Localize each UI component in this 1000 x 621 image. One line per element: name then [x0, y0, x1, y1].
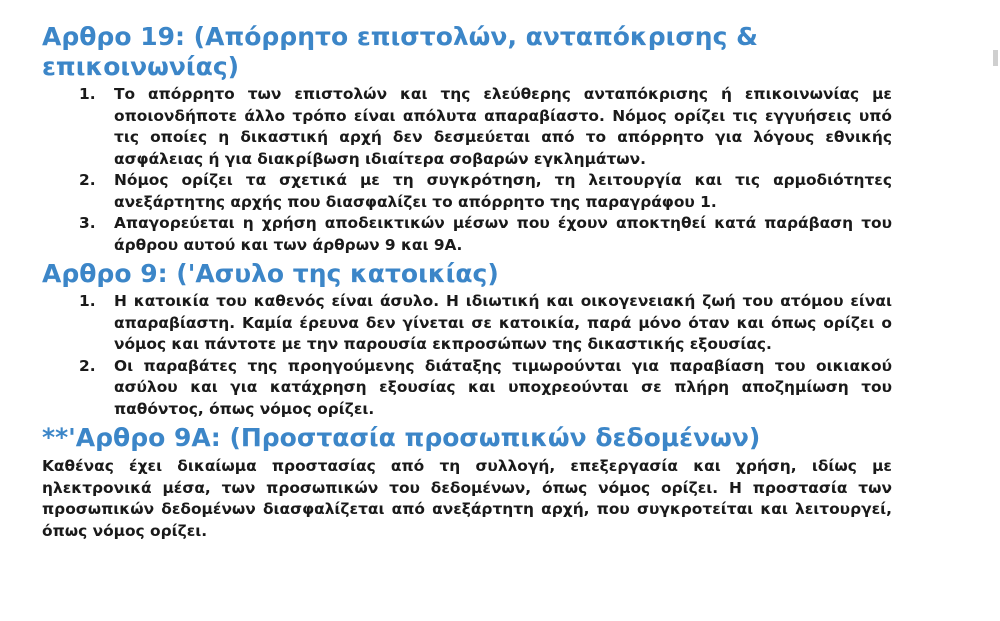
- article-9-list: [42, 291, 892, 420]
- article-19-list: [42, 84, 892, 256]
- item-number: 1.: [79, 85, 96, 103]
- item-number: 1.: [79, 292, 96, 310]
- item-number: 3.: [79, 214, 96, 232]
- article-19-heading: Αρθρο 19: (Απόρρητο επιστολών, ανταπόκρισης & επικοινωνίας): [42, 22, 758, 81]
- list-item: [42, 291, 892, 356]
- article-9a-heading: **'Αρθρο 9Α: (Προστασία προσωπικών δεδομένων): [42, 423, 761, 452]
- article-9-heading: Αρθρο 9: ('Ασυλο της κατοικίας): [42, 259, 499, 288]
- item-text: Απαγορεύεται η χρήση αποδεικτικών μέσων που έχουν αποκτηθεί κατά παράβαση του άρθρου αυτού και των άρθρων 9 και 9Α.: [114, 214, 892, 254]
- item-text: Το απόρρητο των επιστολών και της ελεύθερης ανταπόκρισης ή επικοινωνίας με οποιονδήποτε άλλο τρόπο είναι απόλυτα απαραβίαστο. Νόμος ορίζει τις εγγυήσεις υπό τις οποίες η δικαστική αρχή δεν δεσμεύεται από το απόρρητο για λόγους εθνικής ασφάλειας ή για διακρίβωση ιδιαίτερα σοβαρών εγκλημάτων.: [114, 85, 892, 168]
- list-item: [42, 356, 892, 421]
- item-text: Νόμος ορίζει τα σχετικά με τη συγκρότηση, τη λειτουργία και τις αρμοδιότητες ανεξάρτητης αρχής που διασφαλίζει το απόρρητο της παραγράφου 1.: [114, 171, 892, 211]
- item-text: Οι παραβάτες της προηγούμενης διάταξης τιμωρούνται για παραβίαση του οικιακού ασύλου και για κατάχρηση εξουσίας και υποχρεούνται σε πλήρη αποζημίωση του παθόντος, όπως νόμος ορίζει.: [114, 356, 892, 418]
- document-content: [42, 22, 892, 542]
- scan-edge-mark: [993, 50, 998, 66]
- item-number: 2.: [79, 356, 96, 375]
- list-item: [42, 213, 892, 256]
- item-text: Η κατοικία του καθενός είναι άσυλο. Η ιδιωτική και οικογενειακή ζωή του ατόμου είναι απαραβίαστη. Καμία έρευνα δεν γίνεται σε κατοικία, παρά μόνο όταν και όπως ορίζει ο νόμος και πάντοτε με την παρουσία εκπροσώπων της δικαστικής εξουσίας.: [114, 292, 892, 353]
- item-number: 2.: [79, 171, 96, 189]
- list-item: [42, 170, 892, 213]
- list-item: [42, 84, 892, 170]
- article-9a-body: Καθένας έχει δικαίωμα προστασίας από τη συλλογή, επεξεργασία και χρήση, ιδίως με ηλεκτρονικά μέσα, των προσωπικών του δεδομένων, όπως νόμος ορίζει. Η προστασία των προσωπικών δεδομένων διασφαλίζεται από ανεξάρτητη αρχή, που συγκροτείται και λειτουργεί, όπως νόμος ορίζει.: [42, 457, 892, 540]
